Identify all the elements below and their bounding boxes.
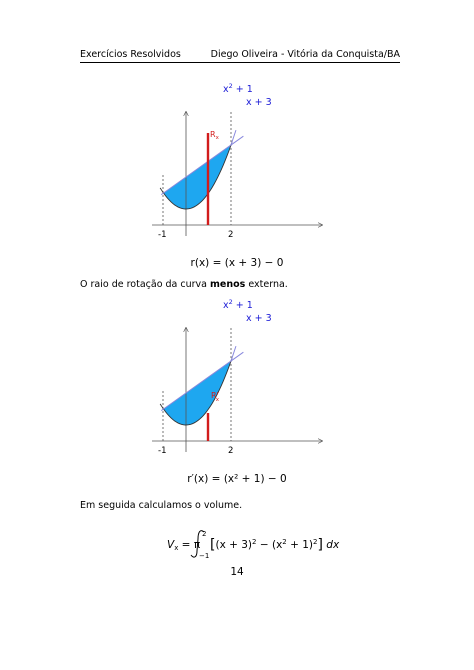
header-title: Exercícios Resolvidos [80, 49, 181, 60]
curve-label-line: x + 3 [246, 313, 272, 324]
figure-inner-radius [0, 296, 474, 466]
page-header [80, 49, 400, 65]
curve-label-parabola: $x^2 + 1$ [223, 298, 253, 311]
figure1-svg [0, 80, 474, 250]
volume-lhs: Vx = π [167, 539, 201, 552]
integral-upper-limit: 2 [202, 530, 207, 538]
radius-label: $R^r$ x [211, 391, 219, 403]
page-number: 14 [230, 566, 244, 578]
tick-label-neg1: -1 [158, 230, 167, 240]
tick-label-neg1: -1 [158, 446, 167, 456]
figure-outer-radius [0, 80, 474, 250]
formula-outer-radius: r(x) = (x + 3) − 0 [190, 257, 284, 269]
header-rule [80, 62, 400, 63]
tick-label-2: 2 [228, 230, 234, 240]
paragraph-volume-intro: Em seguida calculamos o volume. [80, 500, 243, 511]
shaded-region [164, 145, 232, 209]
radius-label: $R_x$ [210, 130, 219, 141]
curve-label-line: x + 3 [246, 97, 272, 108]
shaded-region [164, 361, 232, 425]
integral-lower-limit: −1 [199, 552, 210, 560]
formula-inner-radius: r′(x) = (x² + 1) − 0 [187, 473, 287, 485]
figure2-svg [0, 296, 474, 466]
integrand: $[(x + 3)^2 - (x^2 + 1)^2]$ dx [210, 537, 340, 553]
curve-label-parabola: $x^2 + 1$ [223, 82, 253, 95]
header-author: Diego Oliveira - Vitória da Conquista/BA [210, 49, 400, 60]
volume-formula-svg [0, 527, 474, 561]
paragraph-inner-curve: O raio de rotação da curva menos externa. [80, 279, 288, 290]
tick-label-2: 2 [228, 446, 234, 456]
volume-formula [0, 527, 474, 561]
